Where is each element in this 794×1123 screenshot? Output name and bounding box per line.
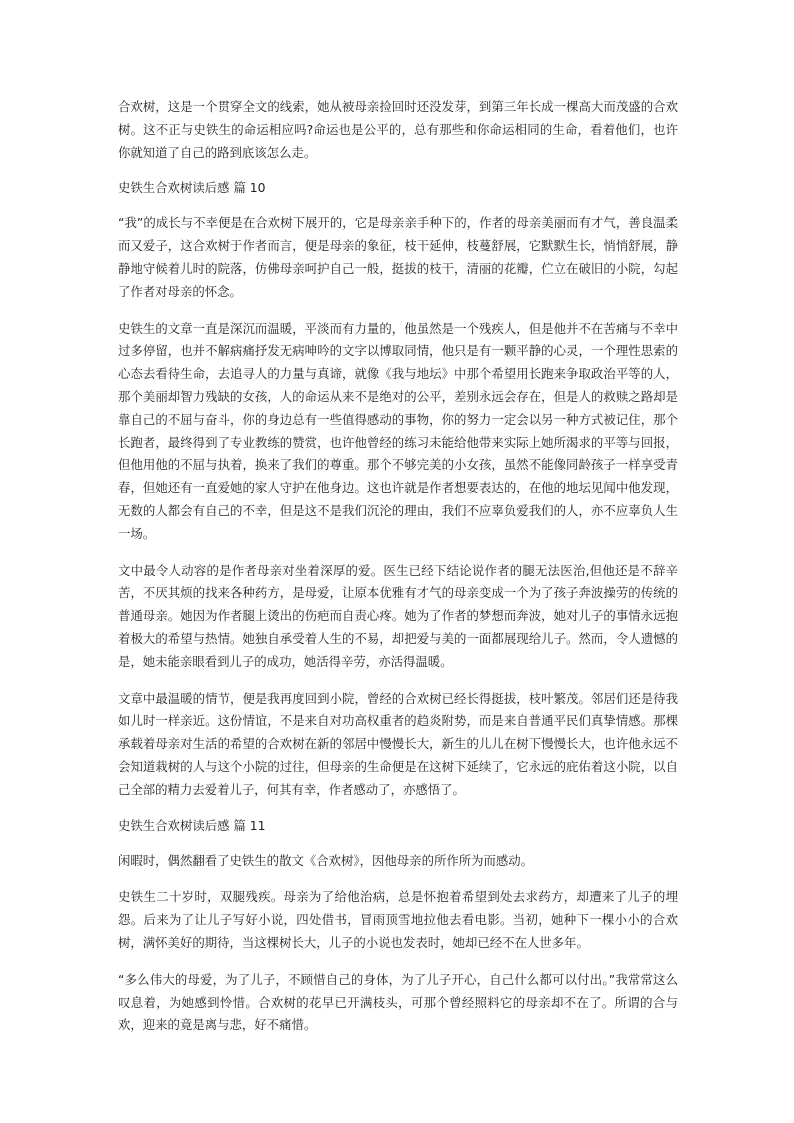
paragraph-5: 文章中最温暖的情节，便是我再度回到小院，曾经的合欢树已经长得挺拔，枝叶繁茂。邻居们还是待我如儿时一样亲近。这份情谊，不是来自对功高权重者的趋炎附势，而是来自普通平民们真挚情感。那棵承载着母亲对生活的希望的合欢树在新的邻居中慢慢长大，新生的儿儿在树下慢慢长大，也许他永远不会知道栽树的人与这个小院的过往，但母亲的生命便是在这树下延续了，它永远的庇佑着这小院，以自己全部的精力去爱着儿子，何其有幸，作者感动了，亦感悟了。	[118, 690, 678, 797]
section-heading-10: 史铁生合欢树读后感 篇 10	[118, 180, 266, 196]
paragraph-3: 史铁生的文章一直是深沉而温暖，平淡而有力量的，他虽然是一个残疾人，但是他并不在苦痛与不幸中过多停留，也并不解病痛抒发无病呻吟的文字以博取同情，他只是有一颗平静的心灵，一个理性思索的心态去看待生命，去追寻人的力量与真谛，就像《我与地坛》中那个希望用长跑来争取政治平等的人，那个美丽却智力残缺的女孩，人的命运从来不是绝对的公平，差别永远会存在，但是人的救赎之路却是靠自己的不屈与奋斗，你的身边总有一些值得感动的事物，你的努力一定会以另一种方式被记住，那个长跑者，最终得到了专业教练的赞赏，也许他曾经的练习未能给他带来实际上她所渴求的平等与回报，但他用他的不屈与执着，换来了我们的尊重。那个不够完美的小女孩，虽然不能像同龄孩子一样享受青春，但她还有一直爱她的家人守护在他身边。这也许就是作者想要表达的，在他的地坛见闻中他发现，无数的人都会有自己的不幸，但是这不是我们沉沦的理由，我们不应辜负爱我们的人，亦不应辜负人生一场。	[118, 320, 678, 541]
section-heading-11: 史铁生合欢树读后感 篇 11	[118, 817, 266, 833]
paragraph-7: 史铁生二十岁时，双腿残疾。母亲为了给他治病，总是怀抱着希望到处去求药方，却遭来了儿子的埋怨。后来为了让儿子写好小说，四处借书，冒雨顶雪地拉他去看电影。当初，她种下一棵小小的合欢树，满怀美好的期待，当这棵树长大，儿子的小说也发表时，她却已经不在人世多年。	[118, 889, 678, 950]
paragraph-6: 闲暇时，偶然翻看了史铁生的散文《合欢树》，因他母亲的所作所为而感动。	[118, 852, 534, 868]
paragraph-4: 文中最令人动容的是作者母亲对坐着深厚的爱。医生已经下结论说作者的腿无法医治,但他还是不辞辛苦，不厌其烦的找来各种药方，是母爱，让原本优雅有才气的母亲变成一个为了孩子奔波操劳的传统的普通母亲。她因为作者腿上烫出的伤疤而自责心疼。她为了作者的梦想而奔波，她对儿子的事情永远抱着极大的希望与热情。她独自承受着人生的不易，却把爱与美的一面都展现给儿子。然而，令人遗憾的是，她未能亲眼看到儿子的成功，她活得辛劳，亦活得温暖。	[118, 562, 678, 669]
paragraph-2: “我”的成长与不幸便是在合欢树下展开的，它是母亲亲手种下的，作者的母亲美丽而有才气，善良温柔而又爱子，这合欢树于作者而言，便是母亲的象征，枝干延伸，枝蔓舒展，它默默生长，悄悄舒展，静静地守候着儿时的院落，仿佛母亲呵护自己一般，挺拔的枝干，清丽的花瓣，伫立在破旧的小院，勾起了作者对母亲的怀念。	[118, 215, 678, 299]
document-page	[118, 96, 678, 1051]
paragraph-1: 合欢树，这是一个贯穿全文的线索，她从被母亲捡回时还没发芽，到第三年长成一棵高大而茂盛的合欢树。这不正与史铁生的命运相应吗?命运也是公平的，总有那些和你命运相同的生命，看着他们，也许你就知道了自己的路到底该怎么走。	[118, 99, 678, 160]
paragraph-8: “多么伟大的母爱，为了儿子，不顾惜自己的身体，为了儿子开心，自己什么都可以付出。”我常常这么叹息着，为她感到怜惜。合欢树的花早已开满枝头，可那个曾经照料它的母亲却不在了。所谓的合与欢，迎来的竟是离与悲，好不痛惜。	[118, 971, 678, 1033]
